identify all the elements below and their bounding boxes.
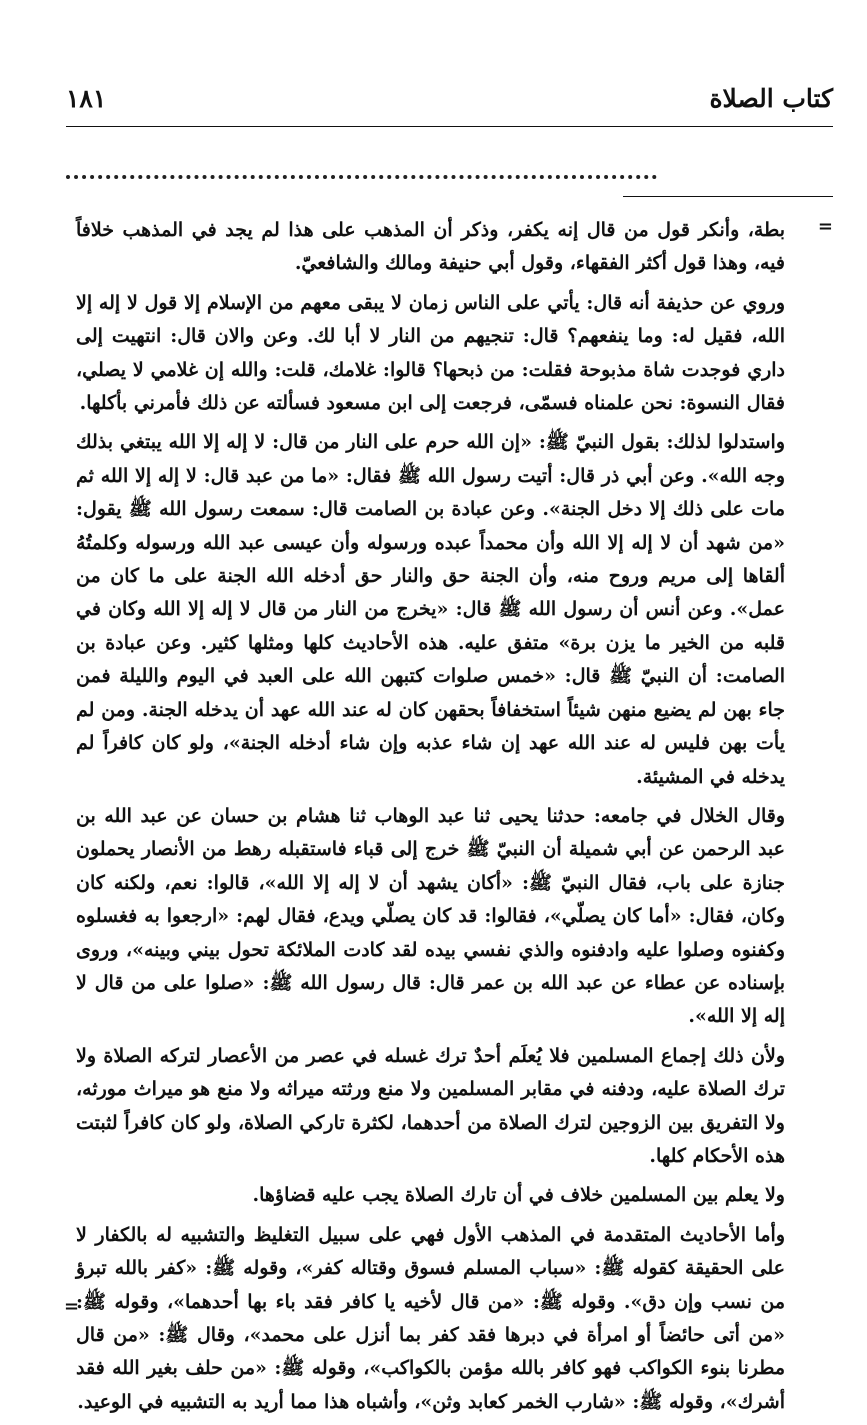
paragraph: وأما الأحاديث المتقدمة في المذهب الأول فهي على سبيل التغليظ والتشبيه له بالكفار لا على الحقيقة كقوله ﷺ: «سباب المسلم فسوق وقتاله كفر»، وقوله ﷺ: «كفر بالله تبرؤ من نسب وإن دق». وقوله ﷺ: «من قال لأخيه يا كافر فقد باء بها أحدهما»، وقوله ﷺ: «من أتى حائضاً أو امرأة في دبرها فقد كفر بما أنزل على محمد»، وقال ﷺ: «من قال مطرنا بنوء الكواكب فهو كافر بالله مؤمن بالكواكب»، وقوله ﷺ: «من حلف بغير الله فقد أشرك»، وقوله ﷺ: «شارب الخمر كعابد وثن»، وأشباه هذا مما أريد به التشبيه في الوعيد.: [76, 1223, 785, 1413]
paragraph: ولا يعلم بين المسلمين خلاف في أن تارك الصلاة يجب عليه قضاؤها.: [252, 1184, 785, 1207]
page-number: ١٨١: [66, 84, 107, 113]
main-text: [76, 214, 785, 1425]
paragraph: بطة، وأنكر قول من قال إنه يكفر، وذكر أن المذهب على هذا لم يجد في المذهب خلافاً فيه، وهذا قول أكثر الفقهاء، وقول أبي حنيفة ومالك والشافعيّ.: [76, 219, 785, 275]
page-header: [66, 82, 833, 118]
paragraph: وروي عن حذيفة أنه قال: يأتي على الناس زمان لا يبقى معهم من الإسلام إلا قول لا إله إلا الله، فقيل له: وما ينفعهم؟ قال: تنجيهم من النار لا أبا لك. وعن والان قال: انتهيت إلى داري فوجدت شاة مذبوحة فقلت: من ذبحها؟ قالوا: غلامك، قلت: والله إن غلامي لا يصلي، فقال النسوة: نحن علمناه فسمّى، فرجعت إلى ابن مسعود فسألته عن ذلك فأمرني بأكلها.: [76, 291, 785, 415]
continuation-mark-top: =: [817, 216, 833, 237]
running-title: كتاب الصلاة: [709, 84, 833, 113]
paragraph: واستدلوا لذلك: بقول النبيّ ﷺ: «إن الله حرم على النار من قال: لا إله إلا الله يبتغي بذلك وجه الله». وعن أبي ذر قال: أتيت رسول الله ﷺ فقال: «ما من عبد قال: لا إله إلا الله ثم مات على ذلك إلا دخل الجنة». وعن عبادة بن الصامت قال: سمعت رسول الله ﷺ يقول: «من شهد أن لا إله إلا الله وأن محمداً عبده ورسوله وأن عيسى عبد الله ورسوله وكلمتُهُ ألقاها إلى مريم وروح منه، وأن الجنة حق والنار حق أدخله الله الجنة على ما كان من عمل». وعن أنس أن رسول الله ﷺ قال: «يخرج من النار من قال لا إله إلا الله وكان في قلبه من الخير ما يزن برة» متفق عليه. هذه الأحاديث كلها ومثلها كثير. وعن عبادة بن الصامت: أن النبيّ ﷺ قال: «خمس صلوات كتبهن الله على العبد في اليوم والليلة فمن جاء بهن لم يضيع منهن شيئاً استخفافاً بحقهن كان له عند الله عهد أن يدخله الجنة. ومن لم يأت بهن فليس له عند الله عهد إن شاء عذبه وإن شاء أدخله الجنة»، ولو كان كافراً لم يدخله في المشيئة.: [76, 431, 785, 788]
header-rule: [66, 126, 833, 127]
dotted-separator: [66, 175, 657, 179]
paragraph: ولأن ذلك إجماع المسلمين فلا يُعلَم أحدٌ ترك غسله في عصر من الأعصار لتركه الصلاة ولا ترك الصلاة عليه، ودفنه في مقابر المسلمين ولا منع ورثته ميراثه ولا منع هو ميراث مورثه، ولا التفريق بين الزوجين لترك الصلاة من أحدهما، لكثرة تاركي الصلاة، ولو كان كافراً لثبتت هذه الأحكام كلها.: [76, 1044, 785, 1167]
continuation-mark-bottom: =: [64, 1296, 80, 1317]
paragraph: وقال الخلال في جامعه: حدثنا يحيى ثنا عبد الوهاب ثنا هشام بن حسان عن عبد الله بن عبد الرحمن عن أبي شميلة أن النبيّ ﷺ خرج إلى قباء فاستقبله رهط من الأنصار يحملون جنازة على باب، فقال النبيّ ﷺ: «أكان يشهد أن لا إله إلا الله»، قالوا: نعم، ولكنه كان وكان، فقال: «أما كان يصلّي»، فقالوا: قد كان يصلّي ويدع، فقال لهم: «ارجعوا به فغسلوه وكفنوه وصلوا عليه وادفنوه والذي نفسي بيده لقد كادت الملائكة تحول بيني وبينه»، وروى بإسناده عن عطاء عن عبد الله بن عمر قال: قال رسول الله ﷺ: «صلوا على من قال لا إله إلا الله».: [76, 804, 785, 1028]
footnote-rule: [623, 196, 833, 197]
